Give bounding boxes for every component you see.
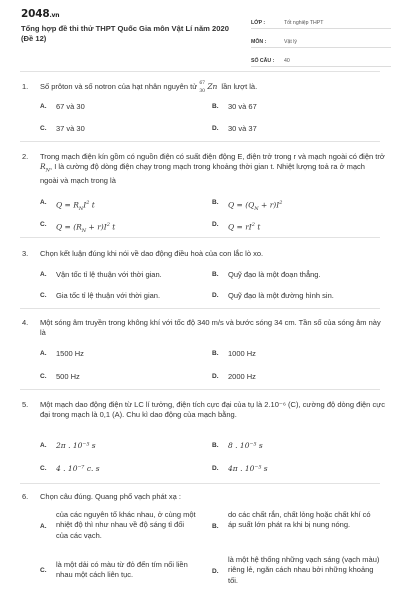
option-label: C.	[40, 373, 47, 380]
option-label: C.	[40, 567, 47, 574]
question-number: 3.	[22, 249, 29, 258]
option-text: Quỹ đạo là một đoạn thẳng.	[228, 270, 321, 279]
divider	[20, 308, 380, 309]
option-label: B.	[212, 199, 219, 206]
logo-text: 2048	[21, 8, 50, 20]
option-formula: $Q = (Q_N + r)I^2$	[228, 200, 283, 212]
question-text: Số prôton và số notron của hạt nhân nguyên tử 67 30 Zn lần lượt là.	[40, 81, 258, 94]
option-label: C.	[40, 292, 47, 299]
question-number: 4.	[22, 318, 29, 327]
option-label: B.	[212, 103, 219, 110]
option-label: D.	[212, 568, 219, 575]
question-number: 5.	[22, 400, 29, 409]
option-label: D.	[212, 465, 219, 472]
option-text: 67 và 30	[56, 102, 85, 111]
divider	[20, 237, 380, 238]
option-text: là một hệ thống những vạch sáng (vạch màu) riêng lẻ, ngăn cách nhau bởi những khoảng tối.	[228, 555, 380, 585]
option-label: B.	[212, 271, 219, 278]
option-text: 4π . 10⁻⁵ s	[228, 464, 268, 473]
option-text: của các nguyên tố khác nhau, ở cùng một nhiệt độ thì như nhau về độ sáng tỉ đối của các vạch.	[56, 510, 196, 540]
meta-value: 40	[284, 58, 290, 64]
meta-label: MÔN :	[251, 39, 267, 45]
option-text: 37 và 30	[56, 124, 85, 133]
option-label: C.	[40, 465, 47, 472]
option-label: A.	[40, 442, 47, 449]
logo-suffix: .vn	[49, 12, 60, 19]
option-label: C.	[40, 125, 47, 132]
option-label: A.	[40, 523, 47, 530]
option-a[interactable]	[40, 510, 200, 546]
divider	[20, 483, 380, 484]
question-text: Trong mạch điện kín gồm có nguồn điện có suất điện động E, điện trở trong r và mạch ngoài có điện trở $R_N$, I là cường độ dòng điện chạy trong mạch trong khoảng thời gian t. Nhiệt lượng toả ra ở mạch ngoài và mạch trong là	[40, 152, 385, 186]
meta-row-count	[251, 48, 391, 67]
option-label: A.	[40, 199, 47, 206]
option-formula: $Q = rI^2$ t	[228, 222, 261, 232]
question-number: 6.	[22, 492, 29, 501]
option-label: D.	[212, 125, 219, 132]
option-text: Quỹ đạo là một đường hình sin.	[228, 291, 334, 300]
exam-meta	[251, 10, 391, 67]
option-text: 30 và 37	[228, 124, 257, 133]
divider	[20, 71, 380, 72]
option-b[interactable]	[212, 510, 382, 546]
option-text: Gia tốc tỉ lệ thuận với thời gian.	[56, 291, 161, 300]
option-label: B.	[212, 523, 219, 530]
option-formula: $Q = (R_N + r)I^2$ t	[56, 222, 116, 234]
question-number: 2.	[22, 152, 29, 161]
option-label: C.	[40, 221, 47, 228]
option-formula: $Q = R_NI^2$ t	[56, 200, 95, 212]
question-text: Chọn câu đúng. Quang phổ vạch phát xạ :	[40, 492, 181, 501]
option-label: A.	[40, 350, 47, 357]
option-label: D.	[212, 292, 219, 299]
meta-value: Vật lý	[284, 39, 297, 45]
option-d[interactable]	[212, 555, 382, 591]
option-text: 500 Hz	[56, 372, 80, 381]
question-number: 1.	[22, 82, 29, 91]
option-label: B.	[212, 350, 219, 357]
option-label: D.	[212, 373, 219, 380]
meta-row-subject	[251, 29, 391, 48]
document-title: Tổng hợp đề thi thử THPT Quốc Gia môn Vật Lí năm 2020 (Đề 12)	[21, 24, 229, 43]
option-label: A.	[40, 271, 47, 278]
option-text: 2π . 10⁻⁵ s	[56, 441, 96, 450]
option-c[interactable]	[40, 560, 200, 584]
option-text: 4 . 10⁻⁷ c. s	[56, 464, 100, 473]
option-text: 2000 Hz	[228, 372, 256, 381]
question-text: Một mạch dao động điện từ LC lí tưởng, điện tích cực đại của tụ là 2.10⁻⁶ (C), cường độ dòng điện cực đại trong mạch là 0,1 (A). Chu kì dao động của mạch bằng.	[40, 400, 385, 420]
option-text: 1000 Hz	[228, 349, 256, 358]
meta-value: Tốt nghiệp THPT	[284, 20, 324, 26]
option-text: 8 . 10⁻⁵ s	[228, 441, 263, 450]
site-logo[interactable]	[21, 8, 59, 20]
divider	[20, 141, 380, 142]
meta-label: LỚP :	[251, 20, 266, 26]
option-text: 30 và 67	[228, 102, 257, 111]
option-label: B.	[212, 442, 219, 449]
option-text: 1500 Hz	[56, 349, 84, 358]
option-label: A.	[40, 103, 47, 110]
option-text: là một dải có màu từ đỏ đến tím nối liền nhau một cách liên tục.	[56, 560, 188, 580]
document-header	[0, 0, 400, 70]
question-text: Chọn kết luận đúng khi nói về dao động điều hoà của con lắc lò xo.	[40, 249, 264, 258]
divider	[20, 389, 380, 390]
option-text: do các chất rắn, chất lỏng hoặc chất khí có áp suất lớn phát ra khi bị nung nóng.	[228, 510, 371, 530]
option-label: D.	[212, 221, 219, 228]
question-text: Một sóng âm truyền trong không khí với tốc độ 340 m/s và bước sóng 34 cm. Tần số của sóng âm này là	[40, 318, 381, 338]
option-text: Vận tốc tỉ lệ thuận với thời gian.	[56, 270, 162, 279]
meta-row-class	[251, 10, 391, 29]
meta-label: SỐ CÂU :	[251, 58, 275, 64]
